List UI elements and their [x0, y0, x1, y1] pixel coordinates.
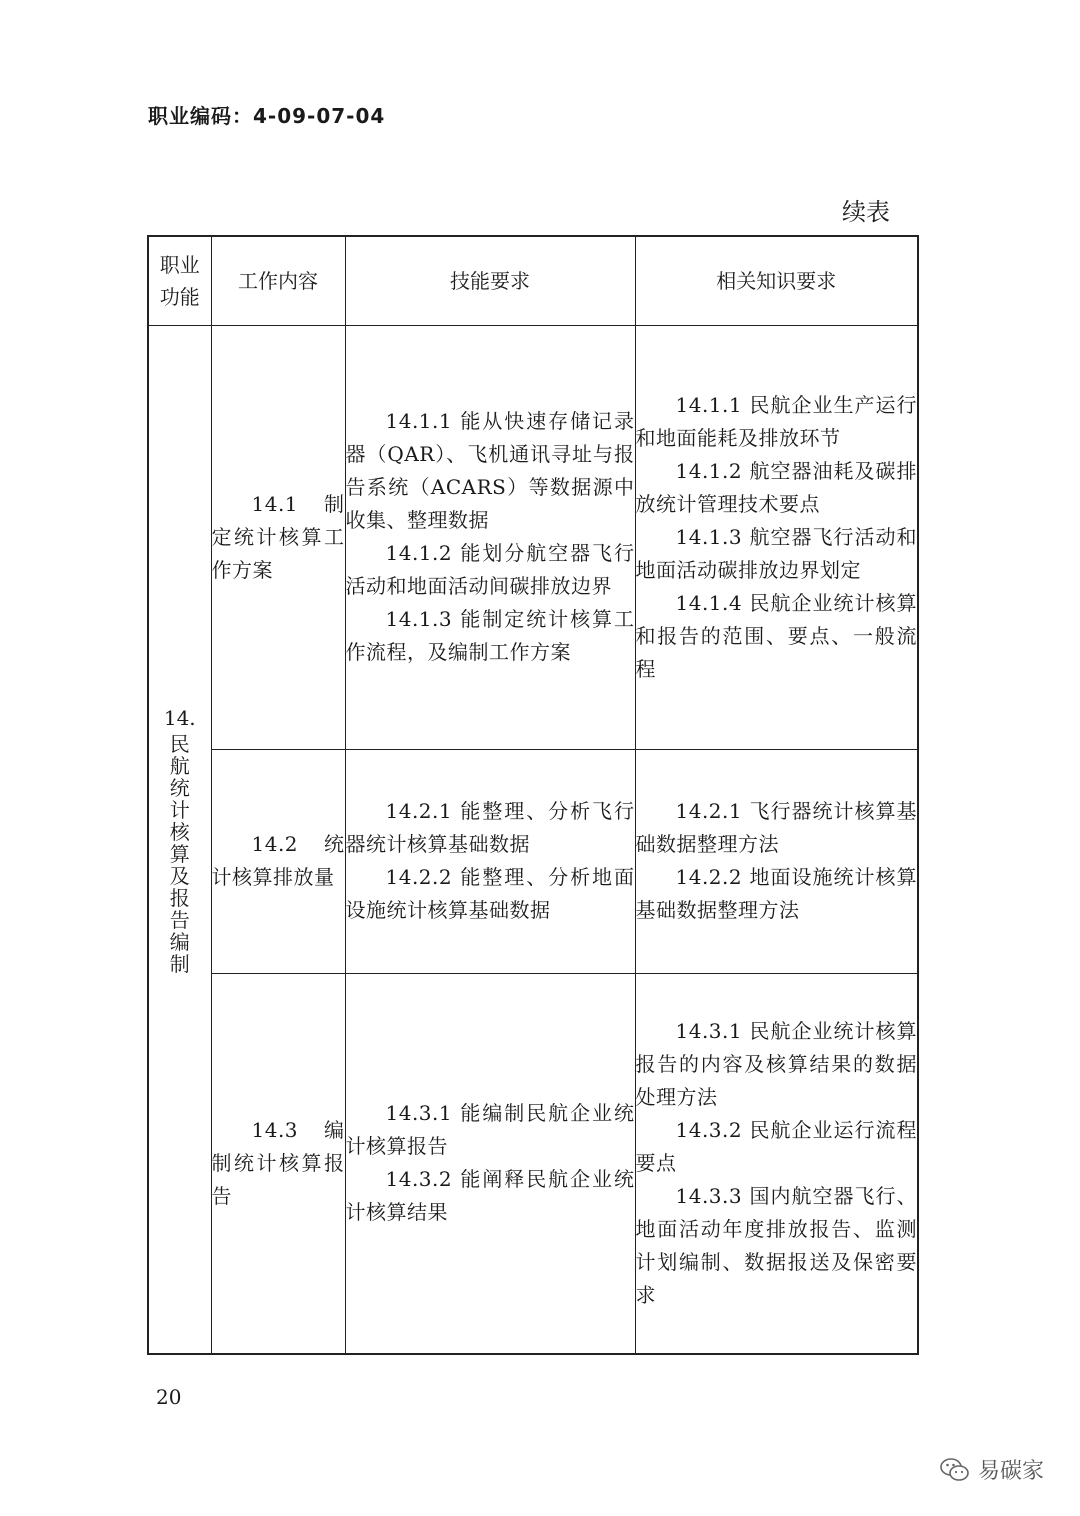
work-content-cell	[211, 749, 345, 973]
work-content-text: 14.2 统计核算排放量	[211, 832, 345, 889]
header-work-content: 工作内容	[211, 236, 345, 325]
work-content-cell	[211, 325, 345, 749]
skills-cell	[345, 749, 635, 973]
skill-item: 14.1.1 能从快速存储记录器（QAR）、飞机通讯寻址与报告系统（ACARS）等数据源中收集、整理数据	[345, 409, 635, 532]
continued-label: 续表	[842, 198, 890, 226]
header-knowledge-requirements: 相关知识要求	[635, 236, 918, 325]
knowledge-item: 14.3.2 民航企业运行流程要点	[635, 1117, 917, 1175]
wechat-icon	[940, 1457, 970, 1483]
watermark	[940, 1454, 1044, 1485]
knowledge-cell	[635, 325, 918, 749]
header-skill-requirements: 技能要求	[345, 236, 635, 325]
watermark-text: 易碳家	[977, 1459, 1044, 1484]
occupation-code: 职业编码：4-09-07-04	[148, 104, 386, 128]
work-content-text: 14.1 制定统计核算工作方案	[211, 491, 345, 582]
knowledge-item: 14.2.1 飞行器统计核算基础数据整理方法	[635, 799, 917, 856]
knowledge-cell	[635, 749, 918, 973]
skill-item: 14.1.2 能划分航空器飞行活动和地面活动间碳排放边界	[345, 541, 635, 598]
function-cell	[148, 325, 211, 1354]
knowledge-cell	[635, 973, 918, 1354]
table-header-row	[148, 236, 918, 325]
skill-item: 14.2.1 能整理、分析飞行器统计核算基础数据	[345, 799, 635, 856]
page-number: 20	[156, 1385, 182, 1409]
header-function: 职业 功能	[148, 236, 211, 325]
work-content-text: 14.3 编制统计核算报告	[211, 1117, 345, 1208]
knowledge-item: 14.3.1 民航企业统计核算报告的内容及核算结果的数据处理方法	[635, 1018, 917, 1109]
work-content-cell	[211, 973, 345, 1354]
skill-item: 14.2.2 能整理、分析地面设施统计核算基础数据	[345, 865, 635, 922]
function-name: 民航统计核算及报告编制	[169, 732, 190, 977]
table-row	[148, 325, 918, 749]
skills-cell	[345, 325, 635, 749]
skills-cell	[345, 973, 635, 1354]
competency-table	[147, 235, 919, 1355]
table-row	[148, 749, 918, 973]
skill-item: 14.1.3 能制定统计核算工作流程，及编制工作方案	[345, 607, 635, 664]
skill-item: 14.3.1 能编制民航企业统计核算报告	[345, 1101, 635, 1159]
knowledge-item: 14.1.1 民航企业生产运行和地面能耗及排放环节	[635, 392, 917, 450]
knowledge-item: 14.1.3 航空器飞行活动和地面活动碳排放边界划定	[635, 524, 917, 582]
skill-item: 14.3.2 能阐释民航企业统计核算结果	[345, 1167, 635, 1225]
knowledge-item: 14.2.2 地面设施统计核算基础数据整理方法	[635, 865, 917, 922]
knowledge-item: 14.3.3 国内航空器飞行、地面活动年度排放报告、监测计划编制、数据报送及保密要求	[635, 1183, 917, 1307]
function-number: 14.	[163, 706, 196, 731]
knowledge-item: 14.1.2 航空器油耗及碳排放统计管理技术要点	[635, 458, 917, 516]
table-row	[148, 973, 918, 1354]
knowledge-item: 14.1.4 民航企业统计核算和报告的范围、要点、一般流程	[635, 590, 917, 681]
